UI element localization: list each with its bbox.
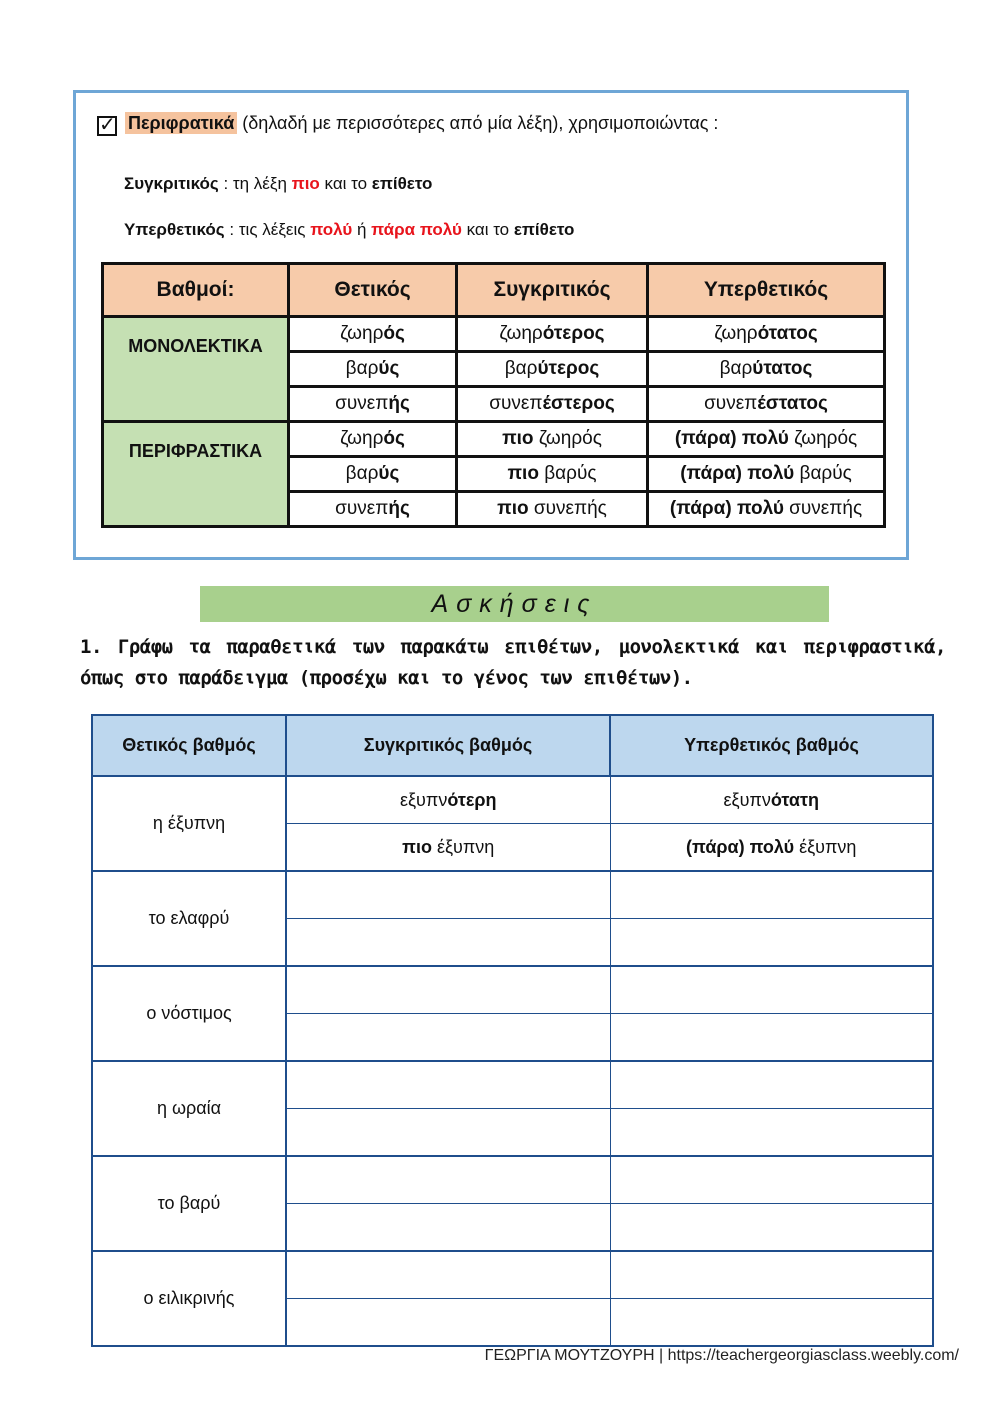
answer-cell[interactable]: [610, 919, 933, 967]
answer-cell[interactable]: [286, 1061, 610, 1109]
answer-cell[interactable]: [610, 1204, 933, 1252]
header-comparative: Συγκριτικός: [457, 264, 648, 317]
adjective-cell: ο νόστιμος: [92, 966, 286, 1061]
intro-line: ✓ Περιφρατικά (δηλαδή με περισσότερες από μία λέξη), χρησιμοποιώντας :: [99, 113, 719, 136]
answer-cell[interactable]: [286, 1156, 610, 1204]
table-row: πιο έξυπνη (πάρα) πολύ έξυπνη: [92, 824, 933, 872]
table-row: [92, 1156, 933, 1204]
answer-cell[interactable]: [286, 1299, 610, 1347]
table-row: βαρύς βαρύτερος βαρύτατος: [103, 352, 885, 387]
table-row: [92, 1061, 933, 1109]
group-single-word: ΜΟΝΟΛΕΚΤΙΚΑ: [103, 317, 289, 422]
answer-cell[interactable]: [286, 1109, 610, 1157]
table-row: ΜΟΝΟΛΕΚΤΙΚΑ ζωηρός ζωηρότερος ζωηρότατος: [103, 317, 885, 352]
term-highlight: Περιφρατικά: [125, 112, 237, 134]
header-superlative: Υπερθετικός: [648, 264, 885, 317]
header-grades: Βαθμοί:: [103, 264, 289, 317]
grades-table: [101, 262, 886, 528]
group-periphrastic: ΠΕΡΙΦΡΑΣΤΙΚΑ: [103, 422, 289, 527]
adjective-cell: το ελαφρύ: [92, 871, 286, 966]
table-row: [92, 871, 933, 919]
answer-cell[interactable]: [610, 1061, 933, 1109]
adjective-cell: η έξυπνη: [92, 776, 286, 871]
exercise-table: [91, 714, 934, 1347]
comparative-rule: Συγκριτικός : τη λέξη πιο και το επίθετο: [124, 174, 433, 193]
exercise-header-row: [92, 715, 933, 776]
answer-cell[interactable]: [286, 919, 610, 967]
answer-cell[interactable]: [286, 1251, 610, 1299]
answer-cell[interactable]: [286, 871, 610, 919]
answer-cell[interactable]: [610, 1251, 933, 1299]
answer-cell[interactable]: [286, 966, 610, 1014]
table-row: συνεπής συνεπέστερος συνεπέστατος: [103, 387, 885, 422]
answer-cell[interactable]: [610, 1299, 933, 1347]
table-row: [92, 1251, 933, 1299]
table-row: η έξυπνη εξυπνότερη εξυπνότατη: [92, 776, 933, 824]
exercises-banner: Ασκήσεις: [200, 586, 829, 622]
answer-cell[interactable]: [610, 1014, 933, 1062]
grades-header-row: [103, 264, 885, 317]
table-row: συνεπής πιο συνεπής (πάρα) πολύ συνεπής: [103, 492, 885, 527]
footer-credit: ΓΕΩΡΓΙΑ ΜΟΥΤΖΟΥΡΗ | https://teachergeorgiasclass.weebly.com/: [484, 1347, 959, 1364]
adjective-cell: ο ειλικρινής: [92, 1251, 286, 1346]
adjective-cell: η ωραία: [92, 1061, 286, 1156]
table-row: ΠΕΡΙΦΡΑΣΤΙΚΑ ζωηρός πιο ζωηρός (πάρα) πολύ ζωηρός: [103, 422, 885, 457]
header-comparative-grade: Συγκριτικός βαθμός: [286, 715, 610, 776]
answer-cell[interactable]: [286, 1014, 610, 1062]
answer-cell[interactable]: [610, 1109, 933, 1157]
header-superlative-grade: Υπερθετικός βαθμός: [610, 715, 933, 776]
header-positive: Θετικός: [289, 264, 457, 317]
answer-cell[interactable]: [610, 871, 933, 919]
table-row: βαρύς πιο βαρύς (πάρα) πολύ βαρύς: [103, 457, 885, 492]
header-positive-grade: Θετικός βαθμός: [92, 715, 286, 776]
table-row: [92, 966, 933, 1014]
answer-cell[interactable]: [610, 966, 933, 1014]
adjective-cell: το βαρύ: [92, 1156, 286, 1251]
checkbox-icon: ✓: [99, 114, 116, 136]
superlative-rule: Υπερθετικός : τις λέξεις πολύ ή πάρα πολύ και το επίθετο: [124, 220, 575, 239]
task-instruction: 1. Γράφω τα παραθετικά των παρακάτω επιθέτων, μονολεκτικά και περιφραστικά, όπως στο παράδειγμα (προσέχω και το γένος των επιθέτων).: [80, 636, 946, 689]
answer-cell[interactable]: [610, 1156, 933, 1204]
answer-cell[interactable]: [286, 1204, 610, 1252]
